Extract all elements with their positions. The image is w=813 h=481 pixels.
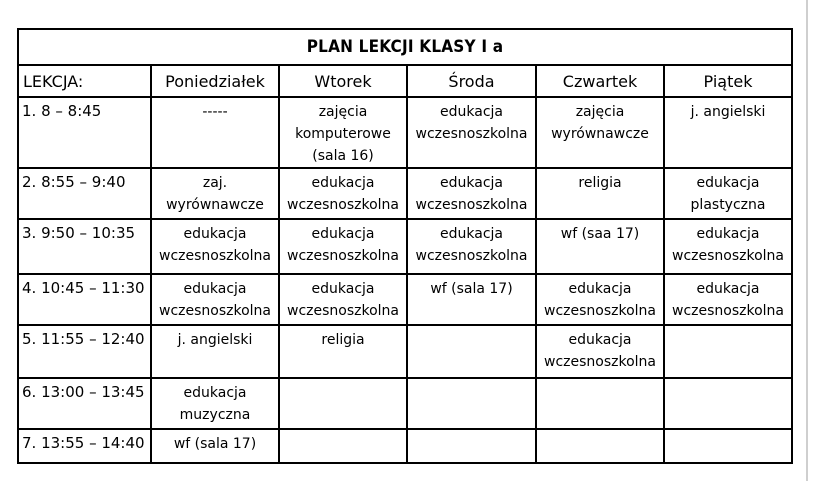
subject-cell: edukacja wczesnoszkolna bbox=[407, 168, 536, 219]
lesson-row-1 bbox=[18, 97, 792, 168]
lesson-row-7 bbox=[18, 429, 792, 463]
subject-cell: zajęcia wyrównawcze bbox=[536, 97, 664, 168]
lesson-time: 7. 13:55 – 14:40 bbox=[18, 429, 151, 463]
subject-cell bbox=[407, 378, 536, 429]
subject-cell bbox=[664, 378, 792, 429]
schedule-container bbox=[17, 28, 791, 464]
subject-cell: j. angielski bbox=[664, 97, 792, 168]
subject-cell: edukacja wczesnoszkolna bbox=[664, 274, 792, 325]
lesson-time: 3. 9:50 – 10:35 bbox=[18, 219, 151, 273]
subject-cell: j. angielski bbox=[151, 325, 279, 378]
lesson-row-6 bbox=[18, 378, 792, 429]
subject-cell: edukacja wczesnoszkolna bbox=[407, 219, 536, 273]
lesson-time: 1. 8 – 8:45 bbox=[18, 97, 151, 168]
subject-cell bbox=[279, 378, 407, 429]
lesson-row-4 bbox=[18, 274, 792, 325]
lesson-row-2 bbox=[18, 168, 792, 219]
subject-cell bbox=[664, 429, 792, 463]
subject-cell bbox=[407, 325, 536, 378]
page-edge-divider bbox=[806, 0, 808, 481]
subject-cell: edukacja wczesnoszkolna bbox=[664, 219, 792, 273]
lesson-time: 6. 13:00 – 13:45 bbox=[18, 378, 151, 429]
lesson-time: 5. 11:55 – 12:40 bbox=[18, 325, 151, 378]
lesson-time: 4. 10:45 – 11:30 bbox=[18, 274, 151, 325]
subject-cell: wf (sala 17) bbox=[407, 274, 536, 325]
subject-cell: zajęcia komputerowe (sala 16) bbox=[279, 97, 407, 168]
subject-cell: edukacja wczesnoszkolna bbox=[407, 97, 536, 168]
header-day-tuesday: Wtorek bbox=[279, 65, 407, 97]
subject-cell: ----- bbox=[151, 97, 279, 168]
header-lekcja: LEKCJA: bbox=[18, 65, 151, 97]
subject-cell: edukacja wczesnoszkolna bbox=[536, 274, 664, 325]
subject-cell bbox=[536, 378, 664, 429]
lesson-row-5 bbox=[18, 325, 792, 378]
subject-cell: religia bbox=[536, 168, 664, 219]
subject-cell: edukacja wczesnoszkolna bbox=[279, 274, 407, 325]
subject-cell bbox=[664, 325, 792, 378]
header-row bbox=[18, 65, 792, 97]
header-day-wednesday: Środa bbox=[407, 65, 536, 97]
header-day-monday: Poniedziałek bbox=[151, 65, 279, 97]
header-day-friday: Piątek bbox=[664, 65, 792, 97]
header-day-thursday: Czwartek bbox=[536, 65, 664, 97]
subject-cell: edukacja wczesnoszkolna bbox=[151, 219, 279, 273]
subject-cell: wf (saa 17) bbox=[536, 219, 664, 273]
subject-cell: edukacja plastyczna bbox=[664, 168, 792, 219]
subject-cell bbox=[279, 429, 407, 463]
lesson-row-3 bbox=[18, 219, 792, 273]
subject-cell: wf (sala 17) bbox=[151, 429, 279, 463]
subject-cell: edukacja wczesnoszkolna bbox=[279, 168, 407, 219]
subject-cell: zaj. wyrównawcze bbox=[151, 168, 279, 219]
subject-cell: edukacja wczesnoszkolna bbox=[536, 325, 664, 378]
subject-cell bbox=[407, 429, 536, 463]
subject-cell bbox=[536, 429, 664, 463]
subject-cell: edukacja wczesnoszkolna bbox=[151, 274, 279, 325]
title-row bbox=[18, 29, 792, 65]
schedule-table bbox=[17, 28, 793, 464]
subject-cell: religia bbox=[279, 325, 407, 378]
subject-cell: edukacja wczesnoszkolna bbox=[279, 219, 407, 273]
subject-cell: edukacja muzyczna bbox=[151, 378, 279, 429]
lesson-time: 2. 8:55 – 9:40 bbox=[18, 168, 151, 219]
schedule-title: PLAN LEKCJI KLASY I a bbox=[18, 29, 792, 65]
